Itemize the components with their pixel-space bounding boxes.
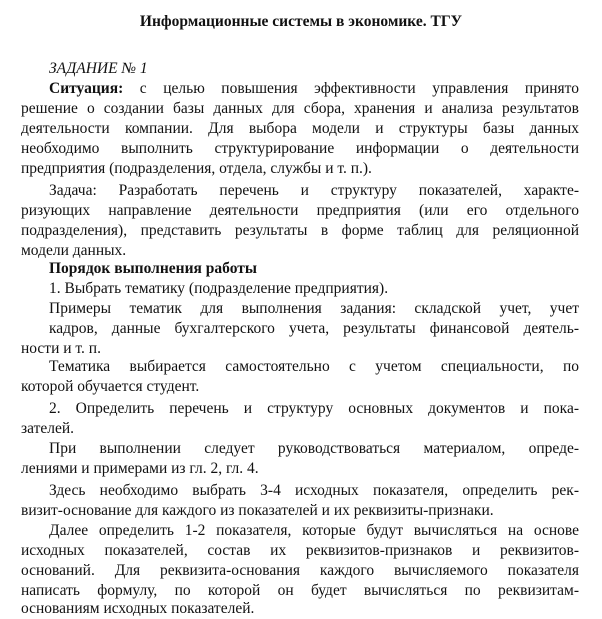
paragraph-line: оснований. Для реквизита-основания каждого вычисляемого показателя [21, 562, 579, 579]
paragraph-line: написать формулу, по которой он будет вычисляться по реквизитам- [21, 582, 579, 599]
paragraph-line: подразделения), представить результаты в форме таблиц для реляционной [21, 222, 579, 239]
paragraph-line: визит-основание для каждого из показателей и их реквизиты-признаки. [21, 502, 494, 519]
paragraph-line: необходимо выполнить структурирование информации о деятельности [21, 140, 579, 157]
paragraph-line: исходных показателей, состав их реквизитов-признаков и реквизитов- [21, 542, 579, 559]
section-heading: Порядок выполнения работы [49, 260, 257, 277]
paragraph-line: лениями и примерами из гл. 2, гл. 4. [21, 460, 259, 477]
document-title: Информационные системы в экономике. ТГУ [139, 13, 463, 30]
paragraph-line: основаниям исходных показателей. [21, 600, 255, 617]
paragraph-line: 1. Выбрать тематику (подразделение предприятия). [49, 280, 389, 297]
paragraph-line: зателей. [21, 420, 75, 437]
paragraph-line: При выполнении следует руководствоваться материалом, опреде- [49, 440, 579, 457]
paragraph-line: модели данных. [21, 242, 127, 259]
paragraph-line: ризующих направление деятельности предприятия (или его отдельного [21, 202, 579, 219]
paragraph-line: ности и т. п. [21, 340, 101, 357]
paragraph-line: 2. Определить перечень и структуру основных документов и пока- [49, 400, 579, 417]
paragraph-line [49, 79, 579, 99]
paragraph-line: которой обучается студент. [21, 378, 200, 395]
paragraph-line: Примеры тематик для выполнения задания: складской учет, учет [49, 300, 579, 317]
paragraph-line: Тематика выбирается самостоятельно с учетом специальности, по [49, 358, 579, 375]
situation-label: Ситуация: [49, 80, 124, 97]
paragraph-line: кадров, данные бухгалтерского учета, результаты финансовой деятель- [49, 320, 579, 337]
paragraph-line: Здесь необходимо выбрать 3-4 исходных показателя, определить рек- [49, 482, 579, 499]
task-label: ЗАДАНИЕ № 1 [49, 60, 148, 77]
paragraph-line: предприятия (подразделения, отдела, службы и т. п.). [21, 160, 372, 177]
paragraph-line: Далее определить 1-2 показателя, которые будут вычисляться на основе [49, 522, 579, 539]
paragraph-text: с целью повышения эффективности управления принято [123, 80, 579, 97]
paragraph-line: Задача: Разработать перечень и структуру показателей, характе- [49, 182, 579, 199]
paragraph-line: решение о создании базы данных для сбора, хранения и анализа результатов [21, 100, 579, 117]
paragraph-line: деятельности компании. Для выбора модели и структуры базы данных [21, 120, 579, 137]
